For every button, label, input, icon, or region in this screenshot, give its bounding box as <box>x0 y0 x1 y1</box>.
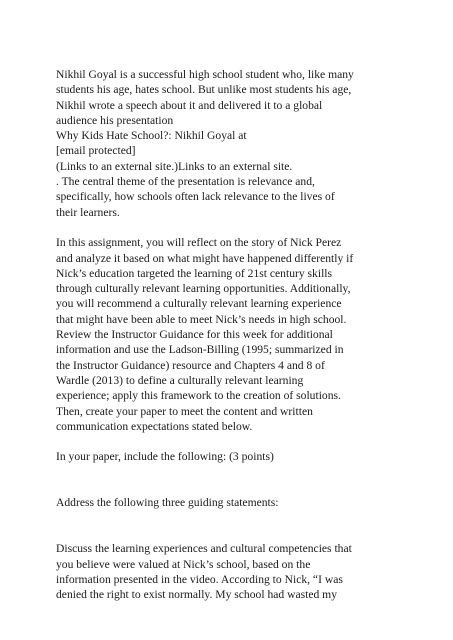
paragraph-line: students his age, hates school. But unlike most students his age, <box>56 83 352 97</box>
paragraph-line: Wardle (2013) to define a culturally relevant learning <box>56 373 304 387</box>
paragraph-line: and analyze it based on what might have happened differently if <box>56 251 354 265</box>
paragraph-line: Nikhil wrote a speech about it and delivered it to a global <box>56 98 323 112</box>
blank-line <box>56 511 406 526</box>
paragraph-line: communication expectations stated below. <box>56 419 253 433</box>
paragraph-line: (Links to an external site.)Links to an external site. <box>56 159 293 173</box>
blank-line <box>56 526 406 541</box>
paragraph-line: specifically, how schools often lack relevance to the lives of <box>56 190 335 204</box>
paragraph-line: Nikhil Goyal is a successful high school student who, like many <box>56 68 354 81</box>
paragraph-line: denied the right to exist normally. My school had wasted my <box>56 588 337 602</box>
paragraph-line: Review the Instructor Guidance for this week for additional <box>56 328 333 342</box>
paragraph-line: that might have been able to meet Nick’s needs in high school. <box>56 312 347 326</box>
paragraph-line: you believe were valued at Nick’s school, based on the <box>56 557 311 571</box>
paragraph-line: information and use the Ladson-Billing (1995; summarized in <box>56 343 344 357</box>
paragraph-line: . The central theme of the presentation is relevance and, <box>56 175 315 189</box>
paragraph-line: experience; apply this framework to the creation of solutions. <box>56 389 341 403</box>
blank-line <box>56 220 406 235</box>
paragraph-line: Address the following three guiding statements: <box>56 496 279 510</box>
paragraph-line: Then, create your paper to meet the content and written <box>56 404 313 418</box>
paragraph-line: Nick’s education targeted the learning of 21st century skills <box>56 266 333 280</box>
paragraph-line: audience his presentation <box>56 113 174 127</box>
paragraph-line: In this assignment, you will reflect on the story of Nick Perez <box>56 236 342 250</box>
document-body <box>56 67 406 602</box>
paragraph-line: [email protected] <box>56 144 136 158</box>
paragraph-line: the Instructor Guidance) resource and Chapters 4 and 8 of <box>56 358 325 372</box>
blank-line <box>56 465 406 480</box>
paragraph-line: Discuss the learning experiences and cultural competencies that <box>56 542 352 556</box>
paragraph-line: information presented in the video. According to Nick, “I was <box>56 572 343 586</box>
blank-line <box>56 480 406 495</box>
paragraph-line: their learners. <box>56 205 120 219</box>
paragraph-line: Why Kids Hate School?: Nikhil Goyal at <box>56 129 247 143</box>
paragraph-line: you will recommend a culturally relevant learning experience <box>56 297 342 311</box>
blank-line <box>56 434 406 449</box>
paragraph-line: through culturally relevant learning opportunities. Additionally, <box>56 282 351 296</box>
paragraph-line: In your paper, include the following: (3 points) <box>56 450 274 464</box>
